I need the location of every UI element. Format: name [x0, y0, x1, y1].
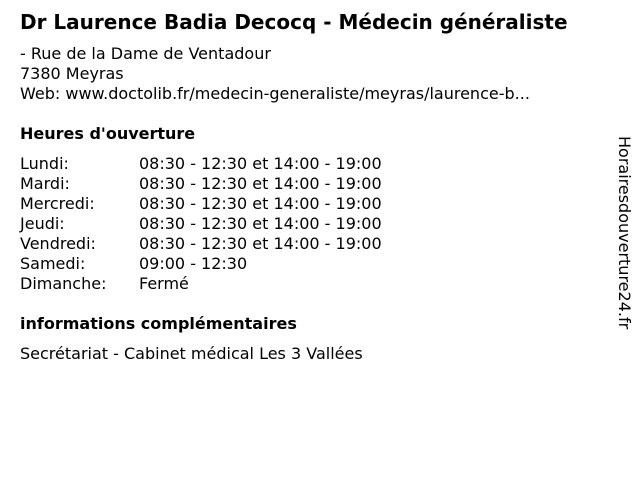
- hours-day: Lundi:: [20, 154, 69, 173]
- info-text: Secrétariat - Cabinet médical Les 3 Vallées: [20, 344, 363, 363]
- page-title: Dr Laurence Badia Decocq - Médecin généraliste: [20, 10, 568, 34]
- hours-day: Dimanche:: [20, 274, 107, 293]
- address-street: - Rue de la Dame de Ventadour: [20, 44, 271, 63]
- address-block: [20, 44, 530, 104]
- hours-row-mardi: [20, 174, 382, 194]
- info-heading: informations complémentaires: [20, 314, 297, 333]
- hours-row-mercredi: [20, 194, 382, 214]
- hours-row-dimanche: [20, 274, 382, 294]
- address-web: Web: www.doctolib.fr/medecin-generaliste/meyras/laurence-b...: [20, 84, 530, 103]
- hours-time: 08:30 - 12:30 et 14:00 - 19:00: [139, 194, 382, 213]
- hours-row-lundi: [20, 154, 382, 174]
- hours-day: Samedi:: [20, 254, 86, 273]
- hours-time: 08:30 - 12:30 et 14:00 - 19:00: [139, 154, 382, 173]
- watermark: [610, 136, 640, 376]
- address-city: 7380 Meyras: [20, 64, 124, 83]
- watermark-text: Horairesdouverture24.fr: [615, 136, 634, 330]
- hours-day: Vendredi:: [20, 234, 96, 253]
- hours-day: Jeudi:: [20, 214, 65, 233]
- hours-day: Mercredi:: [20, 194, 95, 213]
- hours-day: Mardi:: [20, 174, 70, 193]
- hours-time: 09:00 - 12:30: [139, 254, 248, 273]
- hours-row-vendredi: [20, 234, 382, 254]
- hours-row-jeudi: [20, 214, 382, 234]
- hours-time: 08:30 - 12:30 et 14:00 - 19:00: [139, 174, 382, 193]
- hours-heading: Heures d'ouverture: [20, 124, 196, 143]
- hours-time: Fermé: [139, 274, 189, 293]
- hours-time: 08:30 - 12:30 et 14:00 - 19:00: [139, 214, 382, 233]
- hours-table: [20, 154, 382, 294]
- hours-row-samedi: [20, 254, 382, 274]
- hours-time: 08:30 - 12:30 et 14:00 - 19:00: [139, 234, 382, 253]
